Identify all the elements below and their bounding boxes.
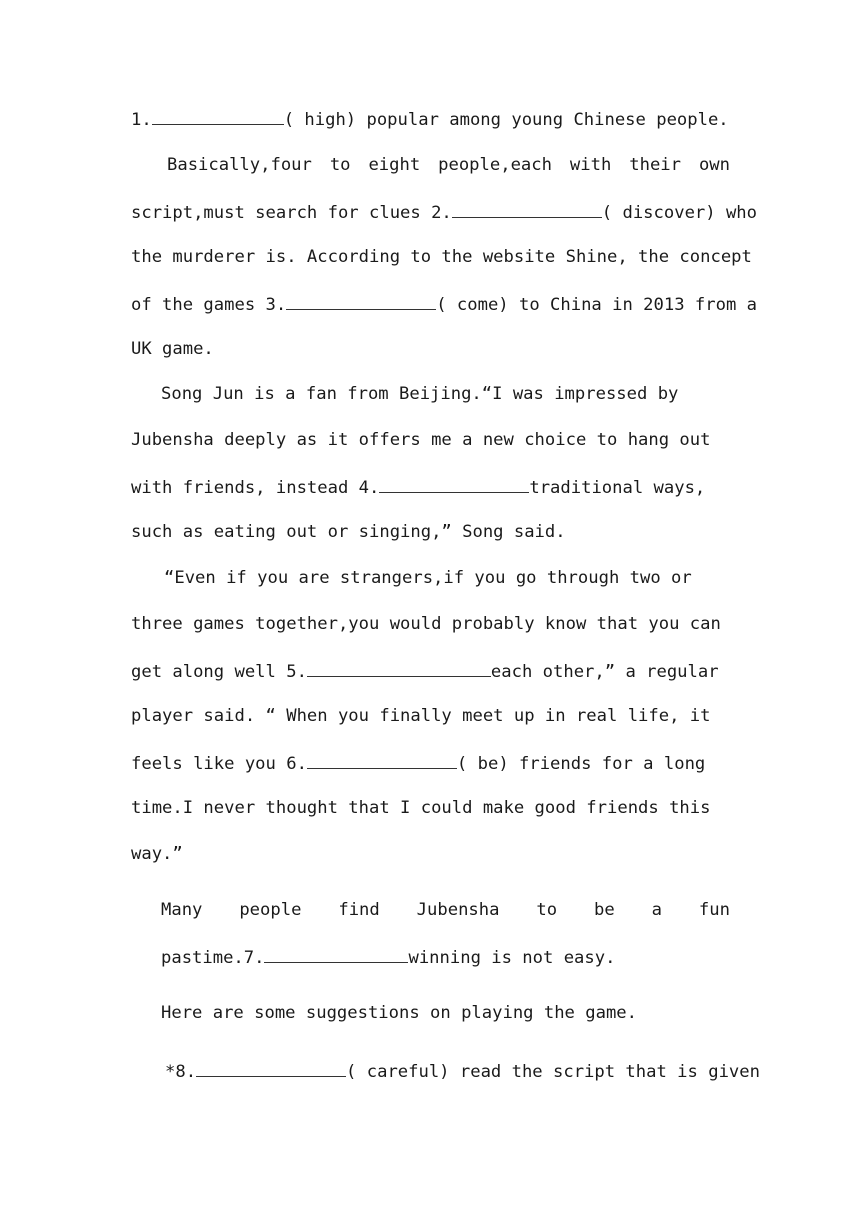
word: fun bbox=[698, 900, 730, 920]
line-text: ( careful) read the script that is given bbox=[346, 1062, 760, 1082]
word: be bbox=[594, 900, 615, 920]
line-text: player said. “ When you finally meet up in real life, it bbox=[131, 706, 711, 726]
text-line-8 bbox=[131, 428, 730, 452]
text-line-11 bbox=[164, 566, 724, 590]
line-text: ( be) friends for a long bbox=[456, 754, 706, 774]
text-line-7 bbox=[161, 382, 721, 406]
line-text: three games together,you would probably know that you can bbox=[131, 614, 721, 634]
line-text: Song Jun is a fan from Beijing.“I was impressed by bbox=[161, 384, 679, 404]
question-number: 1. bbox=[131, 110, 152, 130]
answer-blank-6[interactable] bbox=[307, 750, 457, 769]
word: eight bbox=[368, 155, 421, 175]
text-line-12 bbox=[131, 612, 730, 636]
word: people bbox=[239, 900, 302, 920]
answer-blank-5[interactable] bbox=[307, 658, 491, 677]
text-line-4 bbox=[131, 245, 752, 269]
word: own bbox=[698, 155, 730, 175]
line-text: way.” bbox=[131, 844, 183, 864]
word: to bbox=[536, 900, 558, 920]
text-line-9 bbox=[131, 474, 730, 498]
line-text: ( high) popular among young Chinese people. bbox=[283, 110, 729, 130]
word: find bbox=[338, 900, 380, 920]
text-line-19 bbox=[161, 944, 730, 968]
word: their bbox=[629, 155, 681, 175]
line-text: script,must search for clues 2. bbox=[131, 203, 452, 223]
text-line-13 bbox=[131, 658, 730, 682]
line-text: get along well 5. bbox=[131, 662, 307, 682]
text-line-3 bbox=[131, 199, 757, 223]
word: with bbox=[569, 155, 612, 175]
line-text: of the games 3. bbox=[131, 295, 287, 315]
word: a bbox=[651, 900, 662, 920]
line-text: winning is not easy. bbox=[408, 948, 616, 968]
line-text: ( discover) who bbox=[601, 203, 757, 223]
word: Many bbox=[161, 900, 203, 920]
answer-blank-7[interactable] bbox=[264, 944, 408, 963]
answer-blank-2[interactable] bbox=[452, 199, 602, 218]
line-text: the murderer is. According to the website Shine, the concept bbox=[131, 247, 752, 267]
text-line-15 bbox=[131, 750, 730, 774]
word: Basically,four bbox=[167, 155, 312, 175]
text-line-21 bbox=[165, 1058, 760, 1082]
line-text: feels like you 6. bbox=[131, 754, 307, 774]
line-text: traditional ways, bbox=[529, 478, 706, 498]
text-line-2 bbox=[167, 153, 730, 177]
answer-blank-3[interactable] bbox=[286, 291, 436, 310]
answer-blank-1[interactable] bbox=[152, 106, 284, 125]
line-text: pastime.7. bbox=[161, 948, 265, 968]
line-text: Here are some suggestions on playing the game. bbox=[161, 1003, 637, 1023]
word: to bbox=[329, 155, 351, 175]
text-line-20 bbox=[161, 1001, 730, 1025]
text-line-5 bbox=[131, 291, 757, 315]
line-text: such as eating out or singing,” Song said. bbox=[131, 522, 566, 542]
word: Jubensha bbox=[416, 900, 500, 920]
line-text: “Even if you are strangers,if you go through two or bbox=[164, 568, 692, 588]
text-line-1 bbox=[131, 106, 730, 130]
line-text: *8. bbox=[165, 1062, 197, 1082]
text-line-16 bbox=[131, 796, 730, 820]
line-text: time.I never thought that I could make good friends this bbox=[131, 798, 711, 818]
text-line-10 bbox=[131, 520, 730, 544]
word: people,each bbox=[438, 155, 552, 175]
text-line-6 bbox=[131, 337, 730, 361]
text-line-17 bbox=[131, 842, 730, 866]
answer-blank-4[interactable] bbox=[379, 474, 529, 493]
line-text: each other,” a regular bbox=[490, 662, 719, 682]
line-text: with friends, instead 4. bbox=[131, 478, 380, 498]
text-line-18 bbox=[161, 898, 730, 922]
line-text: UK game. bbox=[131, 339, 214, 359]
text-line-14 bbox=[131, 704, 730, 728]
line-text: ( come) to China in 2013 from a bbox=[436, 295, 757, 315]
answer-blank-8[interactable] bbox=[196, 1058, 346, 1077]
line-text: Jubensha deeply as it offers me a new choice to hang out bbox=[131, 430, 711, 450]
